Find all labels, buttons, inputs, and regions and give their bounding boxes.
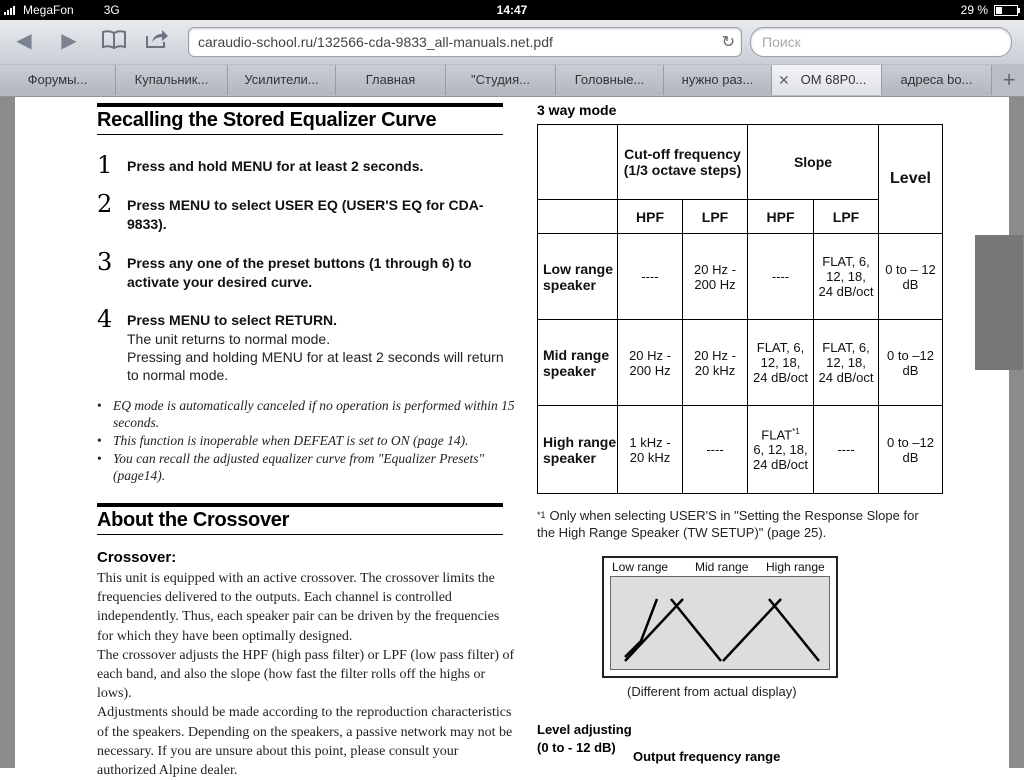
step-number: 3 [97, 248, 113, 276]
cell-hpf: ---- [618, 234, 683, 320]
level-adjusting-title: Level adjusting [537, 722, 632, 737]
tab[interactable] [336, 65, 446, 95]
crossover-curves [611, 577, 831, 671]
row-label: Mid range speaker [538, 320, 618, 406]
step-2 [97, 190, 507, 234]
note-item: • You can recall the adjusted equalizer curve from "Equalizer Presets" (page14). [97, 450, 517, 484]
cell-slope-hpf: FLAT, 6, 12, 18, 24 dB/oct [748, 320, 814, 406]
header-lpf: LPF [683, 200, 748, 234]
address-bar[interactable] [188, 27, 742, 57]
way-mode-heading: 3 way mode [537, 102, 617, 118]
browser-toolbar [0, 20, 1024, 65]
share-icon[interactable] [143, 28, 171, 54]
tab-label: адреса bo... [900, 72, 973, 87]
slope-values: 6, 12, 18, 24 dB/oct [753, 442, 808, 473]
cell-hpf: 1 kHz - 20 kHz [618, 406, 683, 494]
low-range-curve [625, 599, 657, 657]
level-adjusting-range: (0 to - 12 dB) [537, 740, 616, 755]
search-placeholder: Поиск [762, 34, 801, 50]
mid-curve-segment-b [723, 599, 781, 661]
tab-label: Купальник... [134, 72, 209, 87]
header-hpf: HPF [618, 200, 683, 234]
header-hpf: HPF [748, 200, 814, 234]
tab[interactable] [556, 65, 664, 95]
step-subtext: The unit returns to normal mode. [127, 331, 331, 347]
tab-label: Главная [365, 72, 416, 87]
crossover-body [97, 569, 515, 780]
cell-slope-lpf: FLAT, 6, 12, 18, 24 dB/oct [814, 234, 879, 320]
table-row [538, 234, 943, 320]
row-label: Low range speaker [538, 234, 618, 320]
close-tab-icon[interactable]: ✕ [778, 72, 790, 88]
output-frequency-label: Output frequency range [633, 749, 781, 764]
tab-label: нужно раз... [681, 72, 754, 87]
table-corner [538, 125, 618, 200]
tab[interactable] [664, 65, 772, 95]
diagram-label-low: Low range [612, 560, 669, 574]
paragraph: This unit is equipped with an active crossover. The crossover limits the frequencies delivered to the outputs. Each channel is controlled independently. Thus, each speaker pair can be driven by the frequencies for which they have been optimally designed. [97, 571, 500, 644]
tab-label: "Студия... [471, 72, 530, 87]
cell-slope-lpf: ---- [814, 406, 879, 494]
search-input[interactable] [750, 27, 1012, 57]
crossover-subheading: Crossover: [97, 549, 177, 566]
cell-hpf: 20 Hz - 200 Hz [618, 320, 683, 406]
footnote-text: Only when selecting USER'S in "Setting the Response Slope for the High Range Speaker (TW SETUP)" (page 25). [537, 508, 919, 540]
tab[interactable] [446, 65, 556, 95]
section-title-recalling: Recalling the Stored Equalizer Curve [97, 103, 503, 135]
crossover-table [537, 124, 943, 494]
row-label: High range speaker [538, 406, 618, 494]
pdf-page [15, 97, 1009, 779]
table-row [538, 406, 943, 494]
table-blank [538, 200, 618, 234]
diagram-label-high: High range [766, 560, 825, 574]
cell-slope-lpf: FLAT, 6, 12, 18, 24 dB/oct [814, 320, 879, 406]
header-level: Level [879, 125, 943, 234]
step-1 [97, 151, 507, 179]
tab[interactable] [0, 65, 116, 95]
step-number: 1 [97, 151, 113, 179]
paragraph: The crossover adjusts the HPF (high pass filter) or LPF (low pass filter) of each band, and also the slope (how fast the filter rolls off the highs or lows). [97, 647, 515, 702]
tab-label: Усилители... [244, 72, 319, 87]
crossover-diagram [602, 556, 838, 678]
carrier-name: MegaFon [23, 3, 74, 17]
footnote [537, 507, 937, 541]
cell-level: 0 to –12 dB [879, 320, 943, 406]
cell-lpf: ---- [683, 406, 748, 494]
tab[interactable] [116, 65, 228, 95]
tab-bar [0, 64, 1024, 97]
reload-icon[interactable]: ↻ [721, 34, 735, 51]
level-adjusting-label [537, 721, 632, 757]
step-text: Press MENU to select RETURN. [127, 312, 338, 328]
step-text: Press any one of the preset buttons (1 through 6) to activate your desired curve. [127, 255, 472, 290]
cell-level: 0 to – 12 dB [879, 234, 943, 320]
new-tab-button[interactable]: + [1002, 67, 1016, 92]
step-4 [97, 305, 507, 384]
cell-lpf: 20 Hz - 200 Hz [683, 234, 748, 320]
cell-slope-hpf [748, 406, 814, 494]
header-lpf: LPF [814, 200, 879, 234]
diagram-label-mid: Mid range [695, 560, 749, 574]
footnote-mark: *1 [537, 510, 546, 520]
tab-label: Головные... [574, 72, 645, 87]
tab-label: OM 68P0... [800, 72, 867, 87]
step-number: 4 [97, 305, 113, 333]
note-item: • EQ mode is automatically canceled if no operation is performed within 15 seconds. [97, 397, 517, 431]
diagram-caption: (Different from actual display) [627, 684, 797, 699]
high-curve-segment [769, 599, 819, 661]
paragraph: Adjustments should be made according to the reproduction characteristics of the speakers. Depending on the speakers, a passive network may not be necessary. If you are unsure about this point, please consult your authorized Alpine dealer. [97, 705, 513, 779]
status-bar [0, 0, 1024, 20]
tab-active[interactable] [772, 65, 882, 95]
step-3 [97, 248, 507, 292]
header-cutoff: Cut-off frequency (1/3 octave steps) [618, 125, 748, 200]
scrollbar-thumb[interactable] [975, 235, 1023, 370]
section-title-crossover: About the Crossover [97, 503, 503, 535]
battery-percent: 29 % [960, 3, 988, 17]
footnote-ref: *1 [792, 426, 800, 436]
mid-curve-segment-a [671, 599, 721, 661]
back-icon[interactable]: ◀ [16, 30, 32, 52]
step-subtext: Pressing and holding MENU for at least 2 seconds will return to normal mode. [127, 349, 504, 383]
table-row [538, 320, 943, 406]
notes-list [97, 397, 517, 485]
cell-lpf: 20 Hz - 20 kHz [683, 320, 748, 406]
step-text: Press and hold MENU for at least 2 seconds. [127, 158, 424, 174]
battery-icon [994, 5, 1018, 16]
tab[interactable] [228, 65, 336, 95]
tab[interactable] [882, 65, 992, 95]
diagram-plot [610, 576, 830, 670]
cell-slope-hpf: ---- [748, 234, 814, 320]
note-item: • This function is inoperable when DEFEAT is set to ON (page 14). [97, 432, 517, 449]
network-type: 3G [103, 3, 120, 17]
step-text: Press MENU to select USER EQ (USER'S EQ for CDA-9833). [127, 197, 484, 232]
header-slope: Slope [748, 125, 879, 200]
tab-label: Форумы... [27, 72, 88, 87]
cell-level: 0 to –12 dB [879, 406, 943, 494]
clock: 14:47 [496, 3, 528, 17]
slope-flat: FLAT [761, 427, 793, 443]
step-number: 2 [97, 190, 113, 218]
pdf-viewport[interactable] [0, 97, 1024, 779]
bookmarks-icon[interactable] [100, 28, 128, 54]
url-text: caraudio-school.ru/132566-cda-9833_all-manuals.net.pdf [198, 34, 553, 50]
forward-icon[interactable]: ▶ [61, 30, 77, 52]
